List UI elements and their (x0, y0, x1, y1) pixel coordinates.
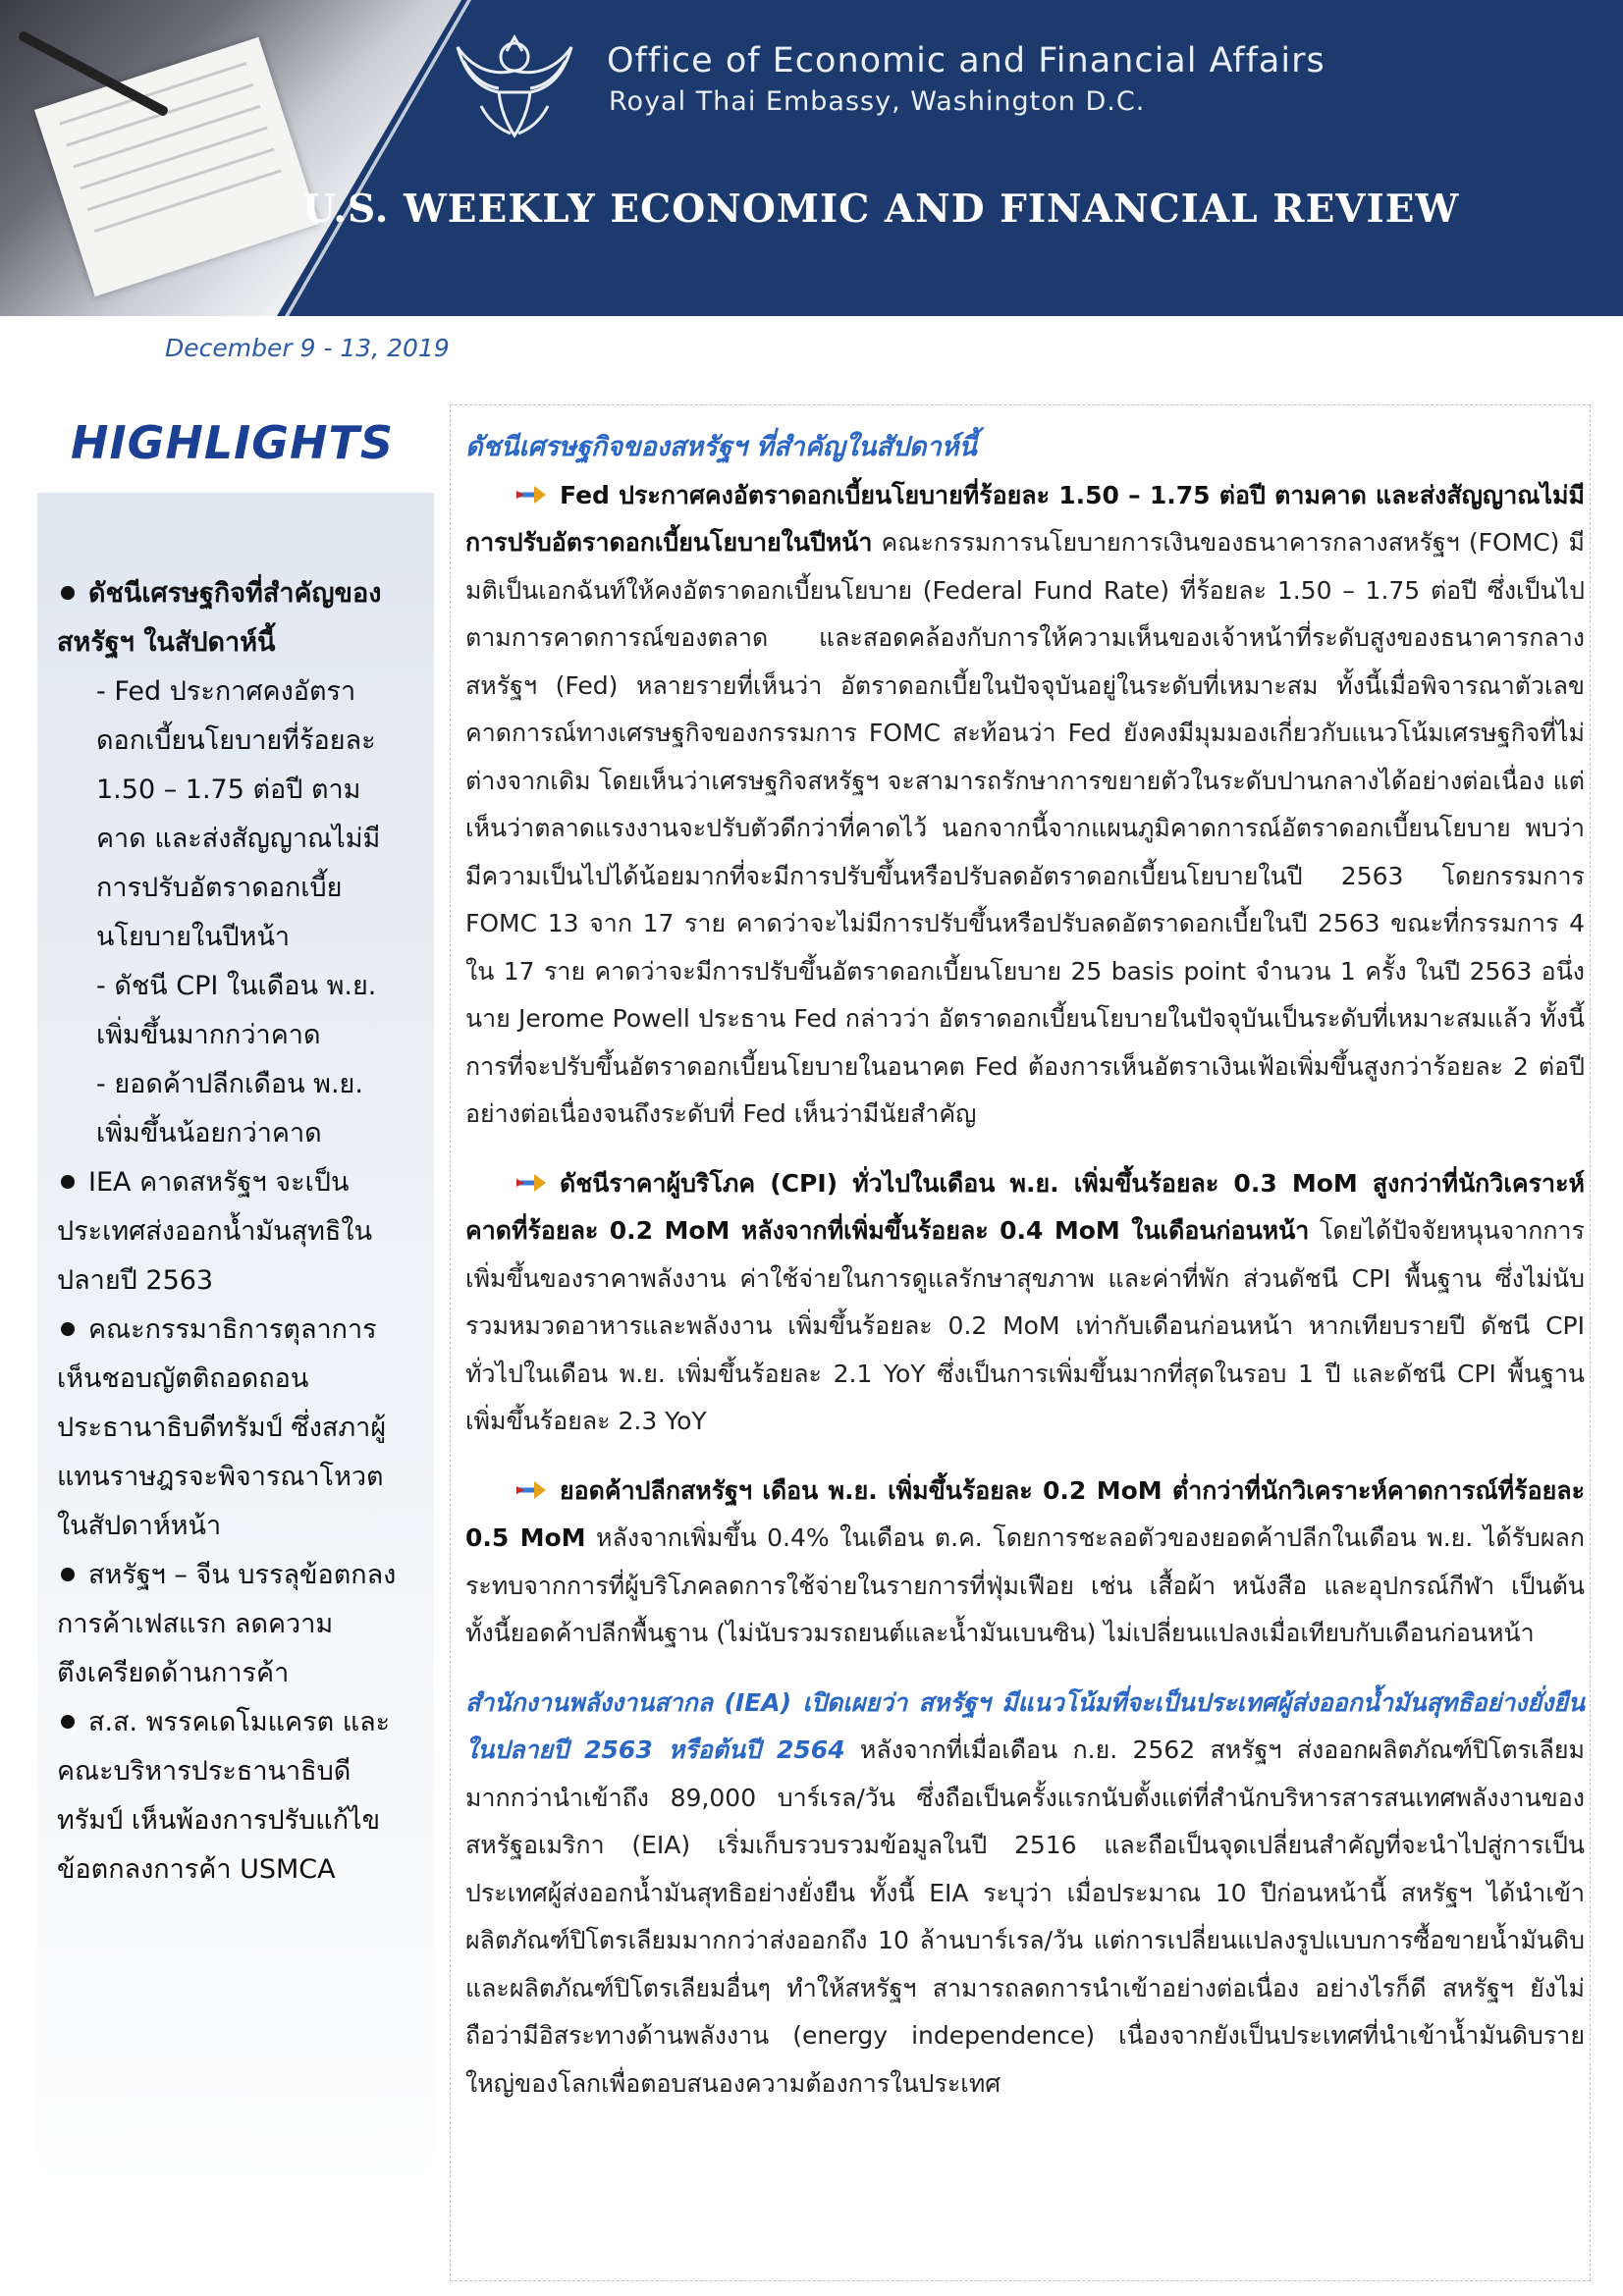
highlight-item (57, 1551, 410, 1698)
arrow-bullet-icon (514, 1171, 548, 1195)
bullet-icon (61, 1568, 75, 1581)
fed-headline: Fed ประกาศคงอัตราดอกเบี้ยนโยบายที่ร้อยละ 1.50 – 1.75 ต่อปี ตามคาด และส่งสัญญาณไม่มีการปรับอัตราดอกเบี้ยนโยบายในปีหน้า (465, 480, 1585, 557)
bullet-icon (61, 1175, 75, 1189)
fed-body: คณะกรรมการนโยบายการเงินของธนาคารกลางสหรัฐฯ (FOMC) มีมติเป็นเอกฉันท์ให้คงอัตราดอกเบี้ยนโยบาย (Federal Fund Rate) ที่ร้อยละ 1.50 – 1.75 ต่อปี ซึ่งเป็นไปตามการคาดการณ์ของตลาด และสอดคล้องกับการให้ความเห็นของเจ้าหน้าที่ระดับสูงของธนาคารกลางสหรัฐฯ (Fed) หลายรายที่เห็นว่า อัตราดอกเบี้ยในปัจจุบันอยู่ในระดับที่เหมาะสม ทั้งนี้เมื่อพิจารณาตัวเลขคาดการณ์ทางเศรษฐกิจของกรรมการ FOMC สะท้อนว่า Fed ยังคงมีมุมมองเกี่ยวกับแนวโน้มเศรษฐกิจที่ไม่ต่างจากเดิม โดยเห็นว่าเศรษฐกิจสหรัฐฯ จะสามารถรักษาการขยายตัวในระดับปานกลางได้อย่างต่อเนื่อง แต่เห็นว่าตลาดแรงงานจะปรับตัวดีกว่าที่คาดไว้ นอกจากนี้จากแผนภูมิคาดการณ์อัตราดอกเบี้ยนโยบาย พบว่ามีความเป็นไปได้น้อยมากที่จะมีการปรับขึ้นหรือปรับลดอัตราดอกเบี้ยนโยบายในปี 2563 โดยกรรมการ FOMC 13 จาก 17 ราย คาดว่าจะไม่มีการปรับขึ้นหรือปรับลดอัตราดอกเบี้ยในปี 2563 ขณะที่กรรมการ 4 ใน 17 ราย คาดว่าจะมีการปรับขึ้นอัตราดอกเบี้ยนโยบาย 25 basis point จำนวน 1 ครั้ง ในปี 2563 อนึ่งนาย Jerome Powell ประธาน Fed กล่าวว่า อัตราดอกเบี้ยนโยบายในปัจจุบันเป็นระดับที่เหมาะสมแล้ว ทั้งนี้การที่จะปรับขึ้นอัตราดอกเบี้ยนโยบายในอนาคต Fed ต้องการเห็นอัตราเงินเฟ้อเพิ่มขึ้นสูงกว่าร้อยละ 2 ต่อปี อย่างต่อเนื่องจนถึงระดับที่ Fed เห็นว่ามีนัยสำคัญ (465, 528, 1585, 1128)
highlight-item (57, 1698, 410, 1895)
header-banner (0, 0, 1623, 316)
main-content (465, 424, 1585, 2108)
iea-paragraph (465, 1680, 1585, 2109)
document-paper-image (34, 37, 319, 296)
highlight-text: คณะกรรมาธิการตุลาการเห็นชอบญัตติถอดถอนประธานาธิบดีทรัมป์ ซึ่งสภาผู้แทนราษฎรจะพิจารณาโหวตในสัปดาห์หน้า (57, 1314, 387, 1541)
iea-headline: สำนักงานพลังงานสากล (IEA) เปิดเผยว่า สหรัฐฯ มีแนวโน้มที่จะเป็นประเทศผู้ส่งออกน้ำมันสุทธิอย่างยั่งยืนในปลายปี 2563 หรือต้นปี 2564 (465, 1687, 1585, 1764)
retail-body: หลังจากเพิ่มขึ้น 0.4% ในเดือน ต.ค. โดยการชะลอตัวของยอดค้าปลีกในเดือน พ.ย. ได้รับผลกระทบจากการที่ผู้บริโภคลดการใช้จ่ายในรายการที่ฟุ่มเฟือย เช่น เสื้อผ้า หนังสือ และอุปกรณ์กีฬา เป็นต้น ทั้งนี้ยอดค้าปลีกพื้นฐาน (ไม่นับรวมรถยนต์และน้ำมันเบนซิน) ไม่เปลี่ยนแปลงเมื่อเทียบกับเดือนก่อนหน้า (465, 1523, 1585, 1647)
retail-paragraph (465, 1468, 1585, 1658)
highlight-subitem: - ยอดค้าปลีกเดือน พ.ย. เพิ่มขึ้นน้อยกว่าคาด (96, 1069, 363, 1148)
highlight-item (57, 1306, 410, 1551)
cpi-body: โดยได้ปัจจัยหนุนจากการเพิ่มขึ้นของราคาพลังงาน ค่าใช้จ่ายในการดูแลรักษาสุขภาพ และค่าที่พัก ส่วนดัชนี CPI พื้นฐาน ซึ่งไม่นับรวมหมวดอาหารและพลังงาน เพิ่มขึ้นร้อยละ 0.2 MoM เท่ากับเดือนก่อนหน้า หากเทียบรายปี ดัชนี CPI ทั่วไปในเดือน พ.ย. เพิ่มขึ้นร้อยละ 2.1 YoY ซึ่งเป็นการเพิ่มขึ้นมากที่สุดในรอบ 1 ปี และดัชนี CPI พื้นฐานเพิ่มขึ้นร้อยละ 2.3 YoY (465, 1216, 1585, 1435)
arrow-bullet-icon (514, 1478, 548, 1502)
highlight-item (57, 1158, 410, 1306)
bullet-icon (61, 1322, 75, 1336)
highlights-title: HIGHLIGHTS (71, 416, 395, 469)
highlight-subitem: - ดัชนี CPI ในเดือน พ.ย. เพิ่มขึ้นมากกว่าคาด (96, 971, 377, 1050)
bullet-icon (61, 586, 75, 600)
report-date: December 9 - 13, 2019 (165, 334, 450, 362)
arrow-bullet-icon (514, 483, 548, 507)
highlights-list (57, 569, 410, 1895)
highlight-item (57, 569, 410, 667)
cpi-paragraph (465, 1160, 1585, 1446)
highlight-text: IEA คาดสหรัฐฯ จะเป็นประเทศส่งออกน้ำมันสุทธิในปลายปี 2563 (57, 1167, 373, 1296)
highlight-text: สหรัฐฯ – จีน บรรลุข้อตกลงการค้าเฟสแรก ลดความตึงเครียดด้านการค้า (57, 1560, 397, 1688)
bullet-icon (61, 1715, 75, 1729)
fed-paragraph (465, 472, 1585, 1139)
retail-headline: ยอดค้าปลีกสหรัฐฯ เดือน พ.ย. เพิ่มขึ้นร้อยละ 0.2 MoM ต่ำกว่าที่นักวิเคราะห์คาดการณ์ที่ร้อยละ 0.5 MoM (465, 1475, 1585, 1552)
highlight-text: ดัชนีเศรษฐกิจที่สำคัญของสหรัฐฯ ในสัปดาห์นี้ (57, 578, 382, 658)
office-subtitle: Royal Thai Embassy, Washington D.C. (609, 86, 1146, 117)
section-heading: ดัชนีเศรษฐกิจของสหรัฐฯ ที่สำคัญในสัปดาห์นี้ (465, 432, 977, 462)
highlight-text: ส.ส. พรรคเดโมแครต และคณะบริหารประธานาธิบดีทรัมป์ เห็นพ้องการปรับแก้ไขข้อตกลงการค้า USMCA (57, 1707, 391, 1885)
highlight-subitem: - Fed ประกาศคงอัตราดอกเบี้ยนโยบายที่ร้อยละ 1.50 – 1.75 ต่อปี ตามคาด และส่งสัญญาณไม่มีการปรับอัตราดอกเบี้ยนโยบายในปีหน้า (96, 676, 381, 952)
review-title: U.S. WEEKLY ECONOMIC AND FINANCIAL REVIEW (302, 187, 1460, 232)
office-title: Office of Economic and Financial Affairs (607, 41, 1325, 80)
iea-body: หลังจากที่เมื่อเดือน ก.ย. 2562 สหรัฐฯ ส่งออกผลิตภัณฑ์ปิโตรเลียมมากกว่านำเข้าถึง 89,000 บาร์เรล/วัน ซึ่งถือเป็นครั้งแรกนับตั้งแต่ที่สำนักบริหารสารสนเทศพลังงานของสหรัฐอเมริกา (EIA) เริ่มเก็บรวบรวมข้อมูลในปี 2516 และถือเป็นจุดเปลี่ยนสำคัญที่จะนำไปสู่การเป็นประเทศผู้ส่งออกน้ำมันสุทธิอย่างยั่งยืน ทั้งนี้ EIA ระบุว่า เมื่อประมาณ 10 ปีก่อนหน้านี้ สหรัฐฯ ได้นำเข้าผลิตภัณฑ์ปิโตรเลียมมากกว่าส่งออกถึง 10 ล้านบาร์เรล/วัน แต่การเปลี่ยนแปลงรูปแบบการซื้อขายน้ำมันดิบและผลิตภัณฑ์ปิโตรเลียมอื่นๆ ทำให้สหรัฐฯ สามารถลดการนำเข้าอย่างต่อเนื่อง อย่างไรก็ดี สหรัฐฯ ยังไม่ถือว่ามีอิสระทางด้านพลังงาน (energy independence) เนื่องจากยังเป็นประเทศที่นำเข้าน้ำมันดิบรายใหญ่ของโลกเพื่อตอบสนองความต้องการในประเทศ (465, 1735, 1585, 2098)
garuda-emblem-icon (452, 27, 577, 143)
cpi-headline: ดัชนีราคาผู้บริโภค (CPI) ทั่วไปในเดือน พ.ย. เพิ่มขึ้นร้อยละ 0.3 MoM สูงกว่าที่นักวิเคราะห์คาดที่ร้อยละ 0.2 MoM หลังจากที่เพิ่มขึ้นร้อยละ 0.4 MoM ในเดือนก่อนหน้า (465, 1168, 1585, 1245)
